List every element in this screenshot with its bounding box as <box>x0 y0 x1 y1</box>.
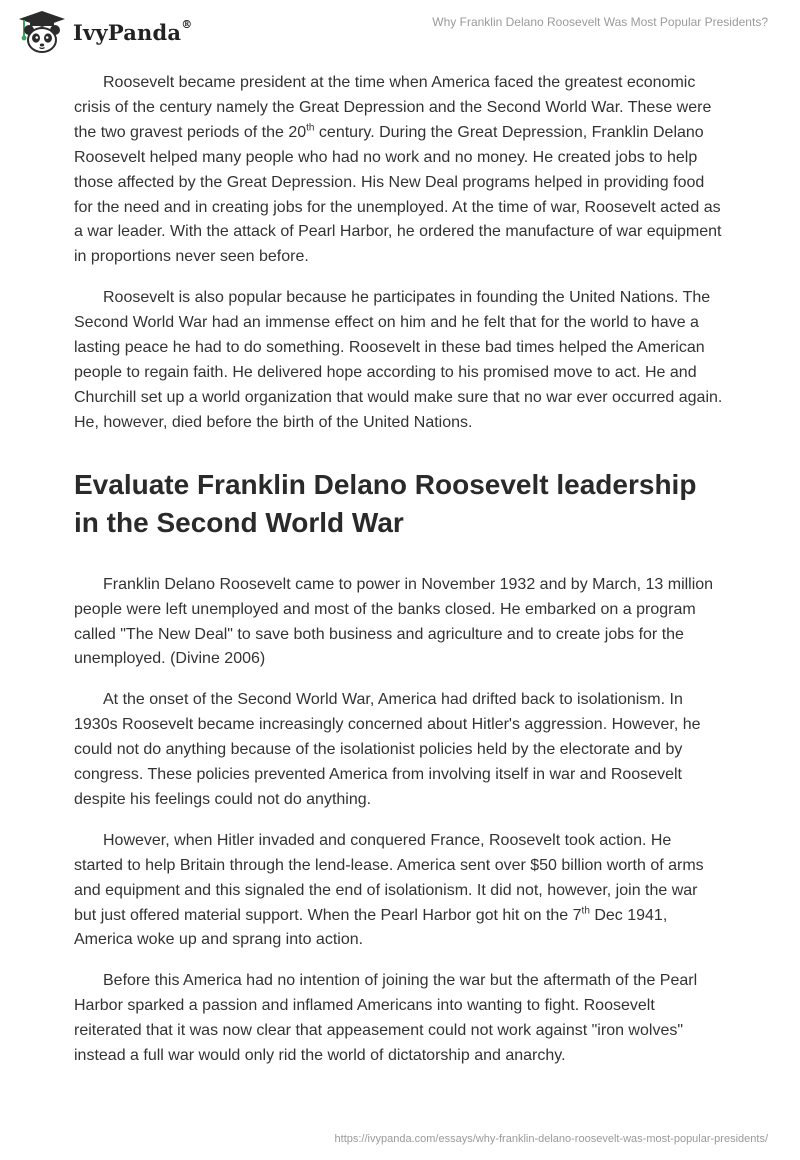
document-title: Why Franklin Delano Roosevelt Was Most Popular Presidents? <box>432 15 768 29</box>
paragraph-5-text-b: Dec 1941, America woke up and sprang into action. <box>74 906 668 949</box>
logo-registered-mark: ® <box>181 17 193 31</box>
source-url[interactable]: https://ivypanda.com/essays/why-franklin-delano-roosevelt-was-most-popular-presidents/ <box>334 1133 768 1145</box>
paragraph-1 <box>74 71 724 270</box>
paragraph-1-superscript: th <box>306 122 315 134</box>
section-heading: Evaluate Franklin Delano Roosevelt leadership in the Second World War <box>74 468 697 538</box>
essay-content <box>74 71 724 1085</box>
paragraph-6: Before this America had no intention of joining the war but the aftermath of the Pearl Harbor sparked a passion and inflamed Americans into wanting to fight. Roosevelt reiterated that it was now clear that appeasement could not work against "iron wolves" instead a full war would only rid the world of dictatorship and anarchy. <box>74 972 698 1065</box>
paragraph-1-text-a: Roosevelt became president at the time when America faced the greatest economic crisis of the century namely the Great Depression and the Second World War. These were the two gravest periods of the 20 <box>74 74 712 141</box>
panda-logo-icon <box>15 8 69 56</box>
logo-wordmark <box>73 17 193 45</box>
paragraph-3: Franklin Delano Roosevelt came to power in November 1932 and by March, 13 million people were left unemployed and most of the banks closed. He embarked on a program called "The New Deal" to save both business and agriculture and to create jobs for the unemployed. (Divine 2006) <box>74 575 714 668</box>
paragraph-1-text-b: century. During the Great Depression, Franklin Delano Roosevelt helped many people who had no work and no money. He created jobs to help those affected by the Great Depression. His New Deal programs helped in providing food for the need and in creating jobs for the unemployed. At the time of war, Roosevelt acted as a war leader. With the attack of Pearl Harbor, he ordered the manufacture of war equipment in proportions never seen before. <box>74 123 722 266</box>
paragraph-5-superscript: th <box>581 905 590 917</box>
ivypanda-logo[interactable] <box>15 8 192 56</box>
paragraph-4: At the onset of the Second World War, America had drifted back to isolationism. In 1930s Roosevelt became increasingly concerned about Hitler's aggression. However, he could not do anything because of the isolationist policies held by the electorate and by congress. These policies prevented America from involving itself in war and Roosevelt despite his feelings could not do anything. <box>74 691 701 808</box>
paragraph-2: Roosevelt is also popular because he participates in founding the United Nations. The Second World War had an immense effect on him and he felt that for the world to have a lasting peace he had to do something. Roosevelt in these bad times helped the American people to regain faith. He delivered hope according to his promised move to act. He and Churchill set up a world organization that would make sure that no war ever occurred again. He, however, died before the birth of the United Nations. <box>74 289 723 431</box>
logo-brand-text: IvyPanda <box>73 19 182 45</box>
paragraph-5-text-a: However, when Hitler invaded and conquered France, Roosevelt took action. He started to help Britain through the lend-lease. America sent over $50 billion worth of arms and equipment and this signaled the end of isolationism. It did not, however, join the war but just offered material support. When the Pearl Harbor got hit on the 7 <box>74 831 704 924</box>
paragraph-5 <box>74 829 724 954</box>
page-header <box>0 0 800 64</box>
